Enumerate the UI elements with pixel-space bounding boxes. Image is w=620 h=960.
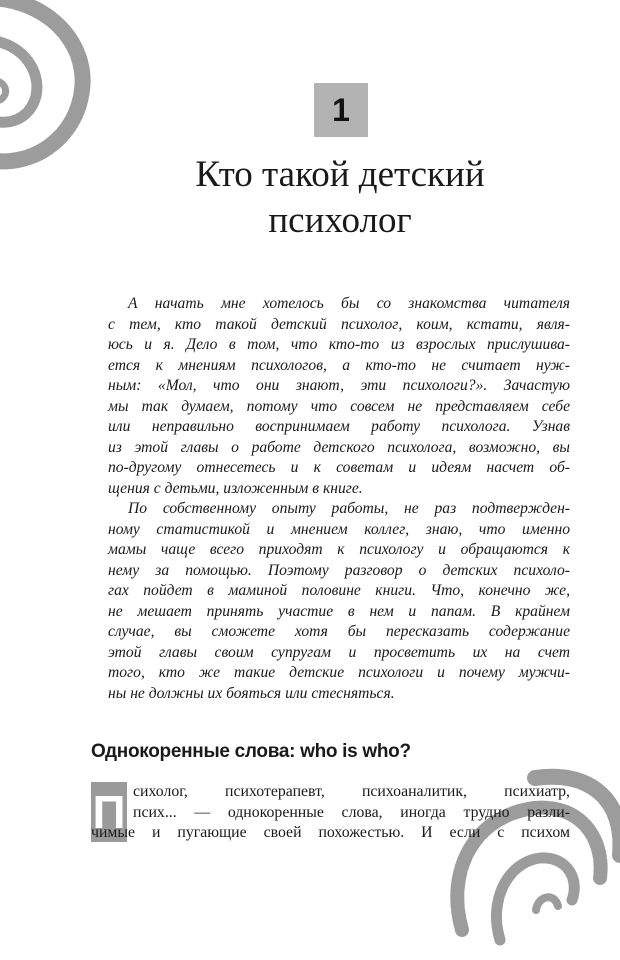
chapter-number: 1 (314, 83, 368, 137)
intro-line: случае, вы сможете хотя бы пересказать содержание (108, 623, 570, 640)
body-paragraph (91, 782, 570, 844)
intro-paragraphs (108, 294, 570, 704)
intro-line: этой главы своим супругам и просветить их на счет (108, 643, 570, 661)
chapter-title-line-2: психолог (268, 200, 412, 241)
intro-line: ны не должны их бояться или стесняться. (108, 684, 395, 702)
intro-line: гах пойдет в маминой половине книги. Что, конечно же, (108, 582, 570, 599)
intro-line: А начать мне хотелось бы со знакомства читателя (128, 295, 570, 312)
intro-line: или неправильно воспринимаем работу психолога. Узнав (108, 418, 570, 435)
intro-line: ным: «Мол, что они знают, эти психологи?». Зачастую (108, 377, 570, 394)
intro-line: с тем, кто такой детский психолог, коим, кстати, явля- (108, 315, 570, 333)
intro-line: по-другому отнесетесь и к советам и идеям насчет об- (108, 459, 570, 476)
intro-line: мы так думаем, потому что совсем не представляем себе (108, 397, 570, 415)
chapter-title (90, 152, 590, 244)
intro-line: юсь и я. Дело в том, что кто-то из взрослых прислушива- (108, 336, 570, 353)
intro-line: из этой главы о работе детского психолога, возможно, вы (108, 438, 570, 456)
drop-cap: П (91, 782, 127, 842)
intro-line: ному статистикой и мнением коллег, знаю, что именно (108, 520, 570, 538)
intro-line: щения с детьми, изложенным в книге. (108, 479, 363, 497)
body-line: чимые и пугающие своей похожестью. И если с психом (91, 824, 570, 841)
intro-line: По собственному опыту работы, не раз подтвержден- (128, 500, 570, 517)
intro-line: ется к мнениям психологов, а кто-то не считает нуж- (108, 356, 570, 374)
intro-line: не мешает принять участие в нем и папам. В крайнем (108, 602, 570, 620)
body-line: псих... — однокоренные слова, иногда трудно разли- (133, 803, 570, 821)
body-line: сихолог, психотерапевт, психоаналитик, психиатр, (133, 783, 570, 800)
section-heading: Однокоренные слова: who is who? (91, 741, 411, 762)
intro-line: нему за помощью. Поэтому разговор о детских психоло- (108, 561, 570, 579)
intro-line: мамы чаще всего приходят к психологу и обращаются к (108, 541, 570, 558)
chapter-title-line-1: Кто такой детский (195, 154, 485, 195)
intro-line: того, кто же такие детские психологи и почему мужчи- (108, 664, 570, 681)
decorative-swirl-top-left (0, 0, 100, 180)
